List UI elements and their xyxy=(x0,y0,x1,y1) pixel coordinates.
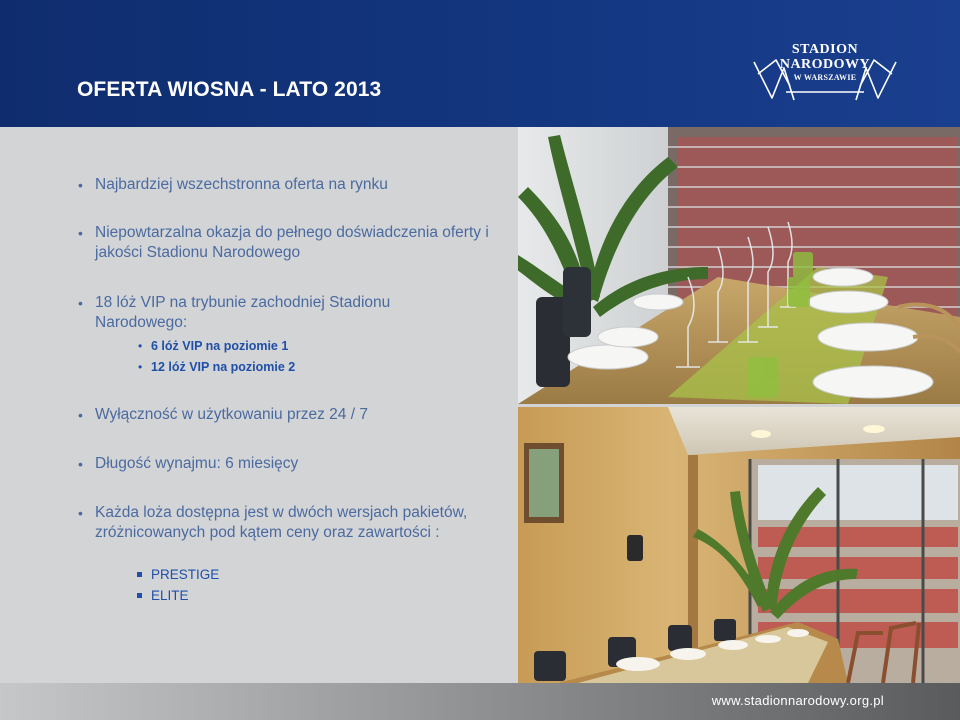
bullet-item: • Niepowtarzalna okazja do pełnego doświadczenia oferty i jakości Stadionu Narodowego xyxy=(95,223,495,263)
bullet-item: • Najbardziej wszechstronna oferta na rynku xyxy=(95,175,505,195)
logo-line-3: W WARSZAWIE xyxy=(793,73,857,82)
vip-table-photo xyxy=(518,127,960,404)
header-band xyxy=(0,0,960,127)
website-url: www.stadionnarodowy.org.pl xyxy=(711,693,884,708)
package-item: ELITE xyxy=(151,588,189,603)
stadion-narodowy-logo xyxy=(750,40,900,104)
logo-line-1: STADION xyxy=(791,42,859,57)
bullet-item: • Wyłączność w użytkowaniu przez 24 / 7 xyxy=(95,405,505,425)
sub-bullet-item: • 12 lóż VIP na poziomie 2 xyxy=(151,359,295,375)
package-item: PRESTIGE xyxy=(151,567,220,582)
footer-band xyxy=(0,683,960,720)
sub-bullet-item: • 6 lóż VIP na poziomie 1 xyxy=(151,338,288,354)
bullet-item: • Długość wynajmu: 6 miesięcy xyxy=(95,454,505,474)
bullet-item: • Każda loża dostępna jest w dwóch wersjach pakietów, zróżnicowanych pod kątem ceny oraz zawartości : xyxy=(95,503,475,543)
page-title: OFERTA WIOSNA - LATO 2013 xyxy=(77,78,382,101)
bullet-item: • 18 lóż VIP na trybunie zachodniej Stadionu Narodowego: xyxy=(95,293,455,333)
vip-lounge-photo xyxy=(518,407,960,683)
logo-line-2: NARODOWY xyxy=(779,57,871,72)
